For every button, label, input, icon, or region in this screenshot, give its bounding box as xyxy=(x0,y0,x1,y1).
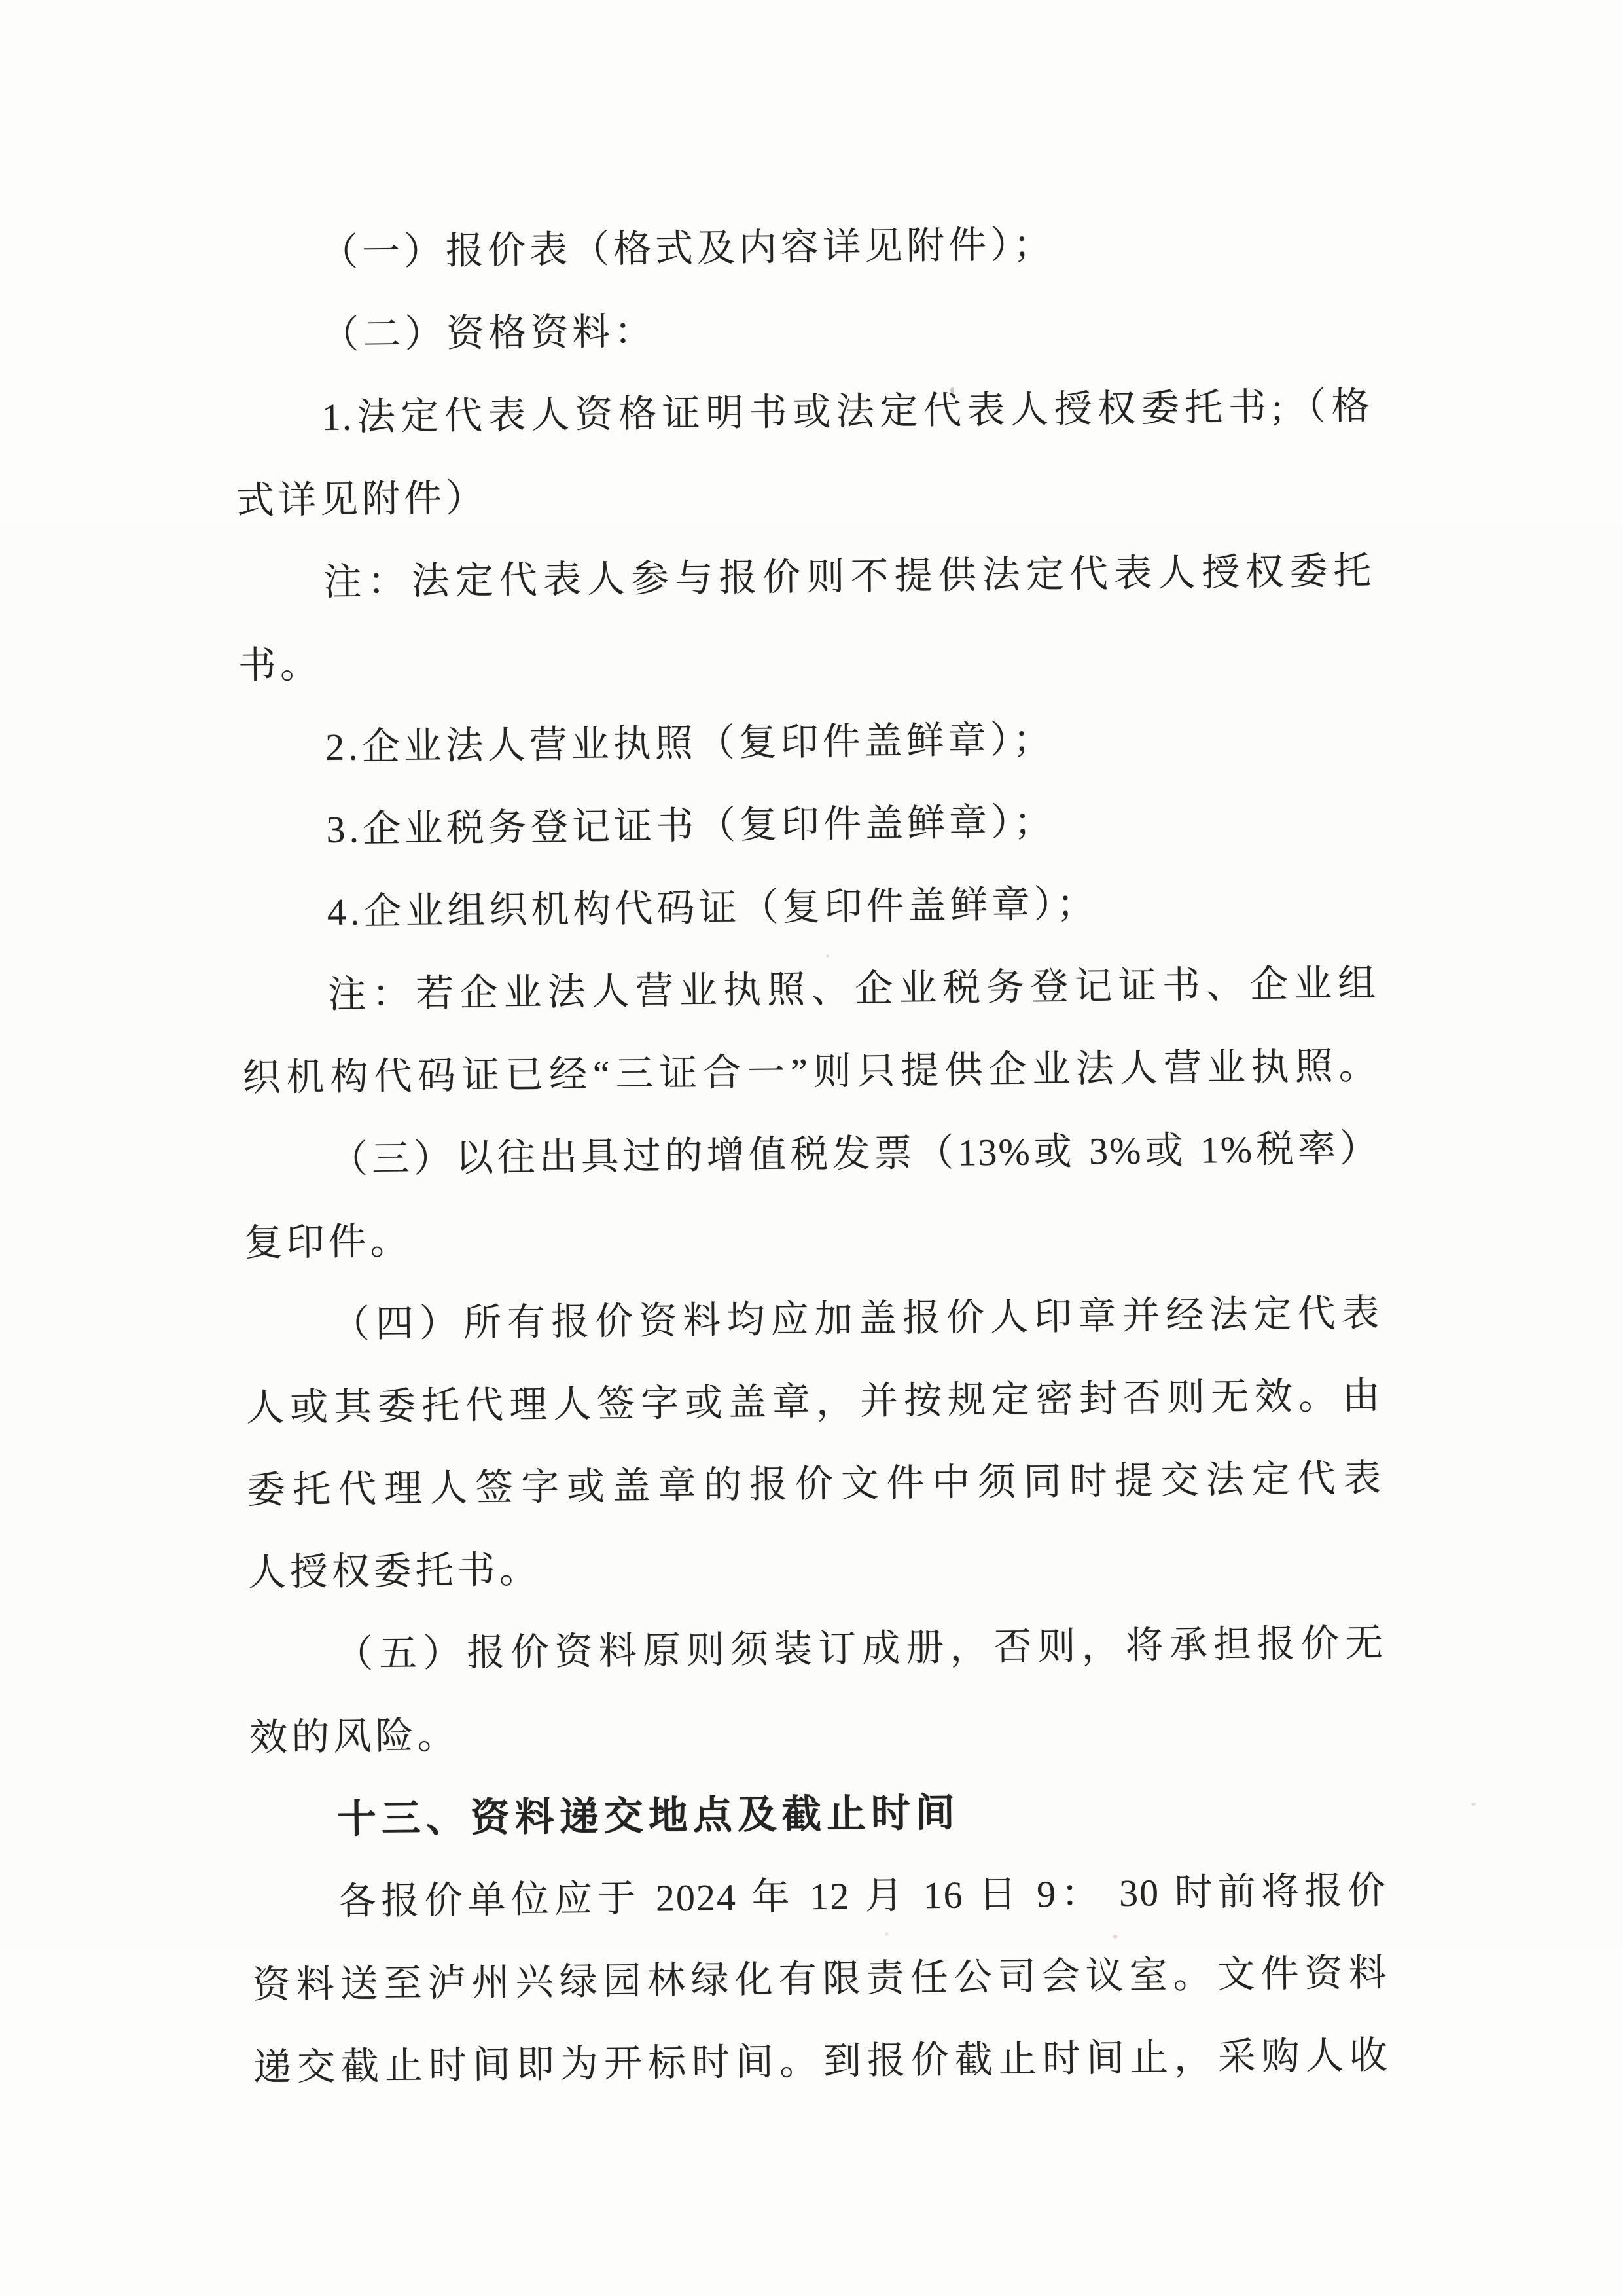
doc-line-item-1-cont: 式详见附件） xyxy=(236,476,488,522)
doc-line-clause-5-cont: 效的风险。 xyxy=(249,1713,459,1759)
doc-line-clause-5: （五）报价资料原则须装订成册，否则，将承担报价无 xyxy=(334,1621,1385,1676)
doc-line-clause-4-cont-2: 委托代理人签字或盖章的报价文件中须同时提交法定代表 xyxy=(247,1456,1383,1512)
doc-line-item-3: 3.企业税务登记证书（复印件盖鲜章）； xyxy=(326,800,1056,851)
doc-line-clause-4-cont-1: 人或其委托代理人签字或盖章，并按规定密封否则无效。由 xyxy=(245,1374,1382,1429)
doc-line-clause-2: （二）资格资料： xyxy=(321,310,656,357)
doc-line-note-1-cont: 书。 xyxy=(238,643,323,687)
doc-line-note-2: 注：若企业法人营业执照、企业税务登记证书、企业组 xyxy=(327,961,1378,1016)
doc-line-clause-1: （一）报价表（格式及内容详见附件）； xyxy=(319,223,1056,274)
doc-line-note-1: 注：法定代表人参与报价则不提供法定代表人授权委托 xyxy=(323,549,1373,604)
document-text-block xyxy=(233,200,1389,2109)
doc-line-item-4: 4.企业组织机构代码证（复印件盖鲜章）； xyxy=(327,882,1099,933)
doc-line-item-1: 1.法定代表人资格证明书或法定代表人授权委托书;（格 xyxy=(321,384,1372,439)
doc-line-clause-3-cont: 复印件。 xyxy=(244,1219,412,1265)
doc-line-deadline-3: 递交截止时间即为开标时间。到报价截止时间止，采购人收 xyxy=(253,2034,1389,2089)
doc-line-clause-3: （三）以往出具过的增值税发票（13%或 3%或 1%税率） xyxy=(329,1126,1380,1181)
scan-speck xyxy=(1471,1803,1476,1806)
doc-line-clause-4-cont-3: 人授权委托书。 xyxy=(247,1548,542,1594)
doc-line-clause-4: （四）所有报价资料均应加盖报价人印章并经法定代表 xyxy=(331,1291,1382,1346)
doc-line-note-2-cont: 织机构代码证已经“三证合一”则只提供企业法人营业执照。 xyxy=(242,1044,1378,1100)
section-heading: 十三、资料递交地点及截止时间 xyxy=(336,1791,961,1841)
doc-line-item-2: 2.企业法人营业执照（复印件盖鲜章）； xyxy=(325,717,1056,768)
doc-line-deadline-2: 资料送至泸州兴绿园林绿化有限责任公司会议室。文件资料 xyxy=(252,1951,1388,2007)
doc-line-deadline-1: 各报价单位应于 2024 年 12 月 16 日 9： 30 时前将报价 xyxy=(337,1869,1387,1923)
